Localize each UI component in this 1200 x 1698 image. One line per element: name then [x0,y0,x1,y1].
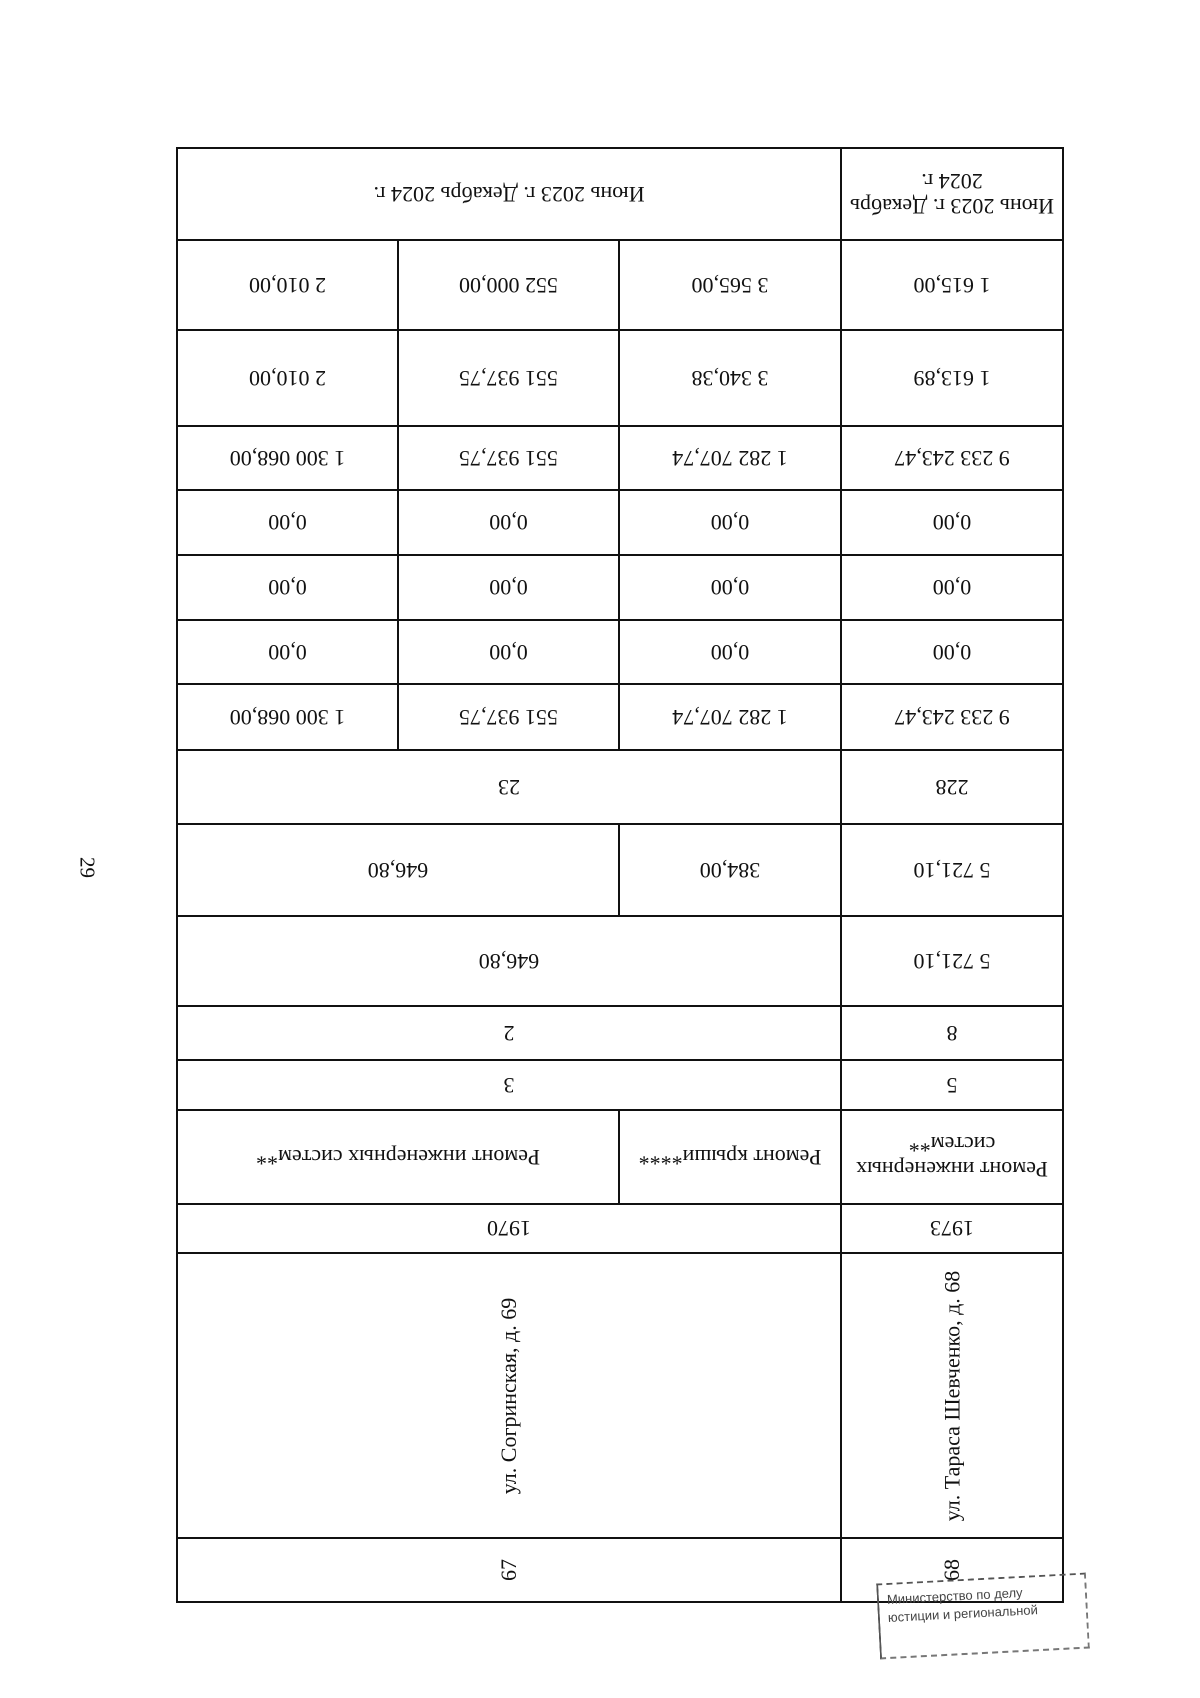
page-number: 29 [75,857,100,878]
count-cell: 3 [503,1072,515,1098]
zero-cell: 0,00 [489,575,528,601]
cost-cell: 551 937,75 [459,704,558,730]
row-number-cell: 67 [496,1559,521,1581]
cost-cell: 1 300 068,00 [229,445,346,471]
stamp-line: юстиции и региональной [887,1602,1039,1626]
zero-cell: 0,00 [932,510,972,536]
limit-cost-cell: 552 000,00 [459,272,558,298]
year-cell: 1970 [487,1216,531,1242]
zero-cell: 0,00 [710,639,750,665]
year-cell: 1973 [930,1216,974,1242]
area-cell: 384,00 [699,857,761,883]
zero-cell: 0,00 [932,575,972,601]
zero-cell: 0,00 [932,639,972,665]
zero-cell: 0,00 [489,510,528,536]
zero-cell: 0,00 [710,510,750,536]
area-cell: 5 721,10 [913,857,991,883]
count-cell: 2 [503,1020,515,1046]
area-cell: 5 721,10 [913,948,991,974]
rotated-table [176,147,1064,1603]
zero-cell: 0,00 [710,575,750,601]
period-cell: Июнь 2023 г. Декабрь 2024 г. [373,181,645,207]
count-cell: 23 [498,774,520,800]
limit-cost-cell: 3 565,00 [691,272,769,298]
zero-cell: 0,00 [268,639,307,665]
table-border-right [1062,147,1064,1603]
zero-cell: 0,00 [489,639,528,665]
cost-cell: 9 233 243,47 [894,704,1010,730]
area-cell: 646,80 [367,857,429,883]
count-cell: 5 [946,1072,958,1098]
address-cell: ул. Тараса Шевченко, д. 68 [939,1270,965,1521]
limit-cost-cell: 2 010,00 [249,272,326,298]
zero-cell: 0,00 [268,510,307,536]
unit-cost-cell: 2 010,00 [249,365,326,391]
unit-cost-cell: 551 937,75 [459,365,558,391]
cost-cell: 1 282 707,74 [672,445,788,471]
period-cell: Июнь 2023 г. Декабрь 2024 г. [849,169,1055,220]
registration-stamp [876,1573,1090,1660]
cost-cell: 1 282 707,74 [672,704,788,730]
work-type-cell: Ремонт инженерных систем** [856,1132,1048,1183]
limit-cost-cell: 1 615,00 [913,272,991,298]
cost-cell: 551 937,75 [459,445,558,471]
zero-cell: 0,00 [268,575,307,601]
count-cell: 228 [935,774,969,800]
work-type-cell: Ремонт инженерных систем** [256,1144,540,1170]
stamp-line: Министерство по делу [886,1584,1023,1607]
cost-cell: 1 300 068,00 [229,704,346,730]
unit-cost-cell: 1 613,89 [913,365,991,391]
area-cell: 646,80 [478,948,540,974]
row-number-cell: 68 [939,1559,964,1581]
cost-cell: 9 233 243,47 [894,445,1010,471]
unit-cost-cell: 3 340,38 [691,365,769,391]
count-cell: 8 [946,1020,958,1046]
address-cell: ул. Согринская, д. 69 [495,1297,521,1494]
work-type-cell: Ремонт крыши**** [638,1144,822,1170]
